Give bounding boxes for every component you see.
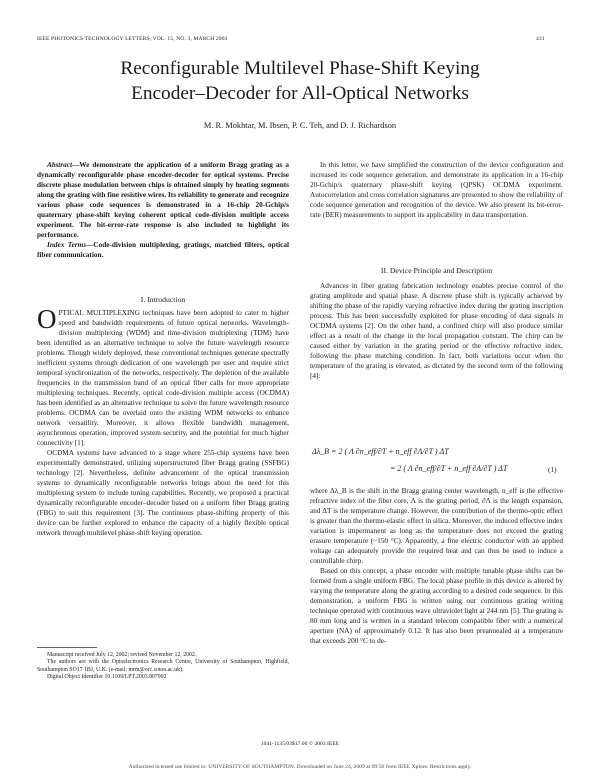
author-list: M. R. Mokhtar, M. Ibsen, P. C. Teh, and D. J. Richardson <box>203 121 397 130</box>
footnote-doi: Digital Object Identifier 10.1109/LPT.2003.807902 <box>47 674 167 681</box>
title-line-2: Encoder–Decoder for All-Optical Networks <box>131 83 469 104</box>
footnote-affiliation: The authors are with the Optoelectronics Research Centre, University of Southampton, Highfield, Southampton SO17 1BJ, U.K. (e-mail: mrm@orc.soton.ac.uk). <box>37 659 289 673</box>
equation-number: (1) <box>548 465 557 474</box>
abstract-block <box>37 160 289 260</box>
license-notice: Authorized licensed use limited to: UNIVERSITY OF SOUTHAMPTON. Downloaded on June 24, 2009 at 09:50 from IEEE Xplore. Restrictions apply. <box>128 764 472 770</box>
section2-paragraph-2: where Δλ_B is the shift in the Bragg grating center wavelength, n_eff is the effective refractive index of the fiber core, Λ is the grating period, ∂Λ is the length expansion, and ΔT is the temperature change. However, the contribution of the thermo-optic effect is greater than the thermo-elastic effect in silica. Moreover, the induced effective index variation is impermanent as long as the temperature does not exceed the grating erasure temperature (~150 °C). Apparently, a fine electric conductor with an applied voltage can adequately provide the required heat and can thus be used to induce a controllable chirp. <box>310 487 563 565</box>
paper-title <box>40 56 560 106</box>
introduction-body <box>37 304 289 538</box>
intro-paragraph-2: OCDMA systems have advanced to a stage where 255-chip systems have been experimentally demonstrated, utilizing superstructured fiber Bragg grating (SSFBG) technology [2]. Nevertheless, definite advancement of the optical transmission systems to dynamically reconfigurable networks brings about the need for this multiplexing system to include tuning capabilities. Recently, we proposed a practical dynamically reconfigurable encoder–decoder based on a uniform fiber Bragg grating (FBG) to suit this requirement [3]. The continuous phase-shifting property of this device can be further explored to enhance the capacity of a highly flexible optical network through multilevel phase-shift keying operation. <box>37 449 289 537</box>
page-number: 431 <box>536 36 545 42</box>
index-terms-text: Code-division multiplexing, gratings, matched filters, optical fiber communication. <box>37 241 289 259</box>
section2-paragraph-3: Based on this concept, a phase encoder with multiple tunable phase shifts can be formed from a single uniform FBG. The local phase profile in this device is altered by varying the temperature along the grating according to a desired code sequence. In this demonstration, a uniform FBG is written using our continuous grating writing technique operated with continuous wave ultraviolet light at 244 nm [5]. The grating is 80 mm long and is written in a standard telecom compatible fiber with a numerical aperture (NA) of approximately 0.12. It has also been preannealed at a temperature that exceeds 200 °C to de- <box>310 567 563 645</box>
footnote-rule <box>37 647 97 648</box>
intro-paragraph-1: PTICAL MULTIPLEXING techniques have been adopted to cater to higher speed and bandwidth requirements of future optical networks. Wavelength-division multiplexing (WDM) and time-division multiplexing (TDM) have been identified as an alternative technique to solve the future wavelength resource problems. Though widely deployed, these conventional techniques generate spectrally inefficient systems through dedication of one wavelength per user and require strict temporal synchronization of the networks, respectively. The depletion of the available frequencies in the transmission band of an optical fiber calls for more appropriate multiplexing techniques. Recently, optical code-division multiple access (OCDMA) has been identified as an alternative technique to solve the future wavelength resource problems. OCDMA can be overlaid onto the existing WDM networks to enhance network versatility. Moreover, it allows flexible bandwidth management, asynchronous operation, improved system security, and the potential for much higher connectivity [1]. <box>37 309 289 447</box>
section2-body-bottom <box>310 486 563 646</box>
section2-body-top <box>310 281 563 381</box>
section2-paragraph-1: Advances in fiber grating fabrication technology enables precise control of the grating amplitude and spatial phase. A discrete phase shift is typically achieved by shifting the phase of the rapidly varying refractive index during the grating inscription process. This has been successfully exploited for phase encoding of data signals in OCDMA systems [2]. On the other hand, a confined chirp will also produce similar effect as a result of the change in the local propagation constant. The chirp can be caused either by variation in the grating period or the effective refractive index, following the phase matching condition. In fact, both variations occur when the temperature of the grating is elevated, as dictated by the second term of the following [4]: <box>310 282 563 380</box>
right-intro-paragraph: In this letter, we have simplified the construction of the device configuration and increased its code sequence generation, and demonstrate its application in a 16-chip 20-Gchip/s quaternary phase-shift keying (QPSK) OCDMA experiment. Autocorrelation and cross correlation signatures are presented to show the reliability of code sequence generation and recognition of the device. We also present its bit-error-rate (BER) measurements to support its applicability in data transportation. <box>310 161 563 219</box>
index-terms-label: Index Terms— <box>47 241 94 249</box>
copyright-line: 1041-1135/03$17.00 © 2003 IEEE <box>260 741 340 747</box>
footnotes <box>37 652 289 682</box>
running-header: IEEE PHOTONICS TECHNOLOGY LETTERS, VOL. 15, NO. 3, MARCH 2003 <box>37 36 228 42</box>
section-heading-device-principle: II. Device Principle and Description <box>380 266 493 275</box>
title-line-1: Reconfigurable Multilevel Phase-Shift Keying <box>120 58 480 79</box>
section-heading-introduction: I. Introduction <box>140 295 186 304</box>
abstract-text: We demonstrate the application of a uniform Bragg grating as a dynamically reconfigurable phase encoder-decoder for optical systems. Precise discrete phase modulation between chips is obtained simply by heating segments along the grating with fine resistive wires. Its reliability to generate and recognize various phase code sequences is demonstrated in a 16-chip 20-Gchip/s quaternary phase-shift keying coherent optical code-division multiple access experiment. The bit-error-rate response is also included to highlight its performance. <box>37 161 289 239</box>
drop-cap: O <box>37 304 57 334</box>
footnote-received: Manuscript received July 12, 2002; revised November 12, 2002. <box>47 652 197 658</box>
equation-line-1: Δλ_B = 2 ( Λ ∂n_eff/∂T + n_eff ∂Λ/∂T ) ΔT <box>312 447 449 456</box>
right-intro-block <box>310 160 563 220</box>
equation-line-2: = 2 ( Λ ∂n_eff/∂T + n_eff ∂Λ/∂T ) ΔT <box>390 464 508 473</box>
abstract-label: Abstract— <box>47 161 80 169</box>
